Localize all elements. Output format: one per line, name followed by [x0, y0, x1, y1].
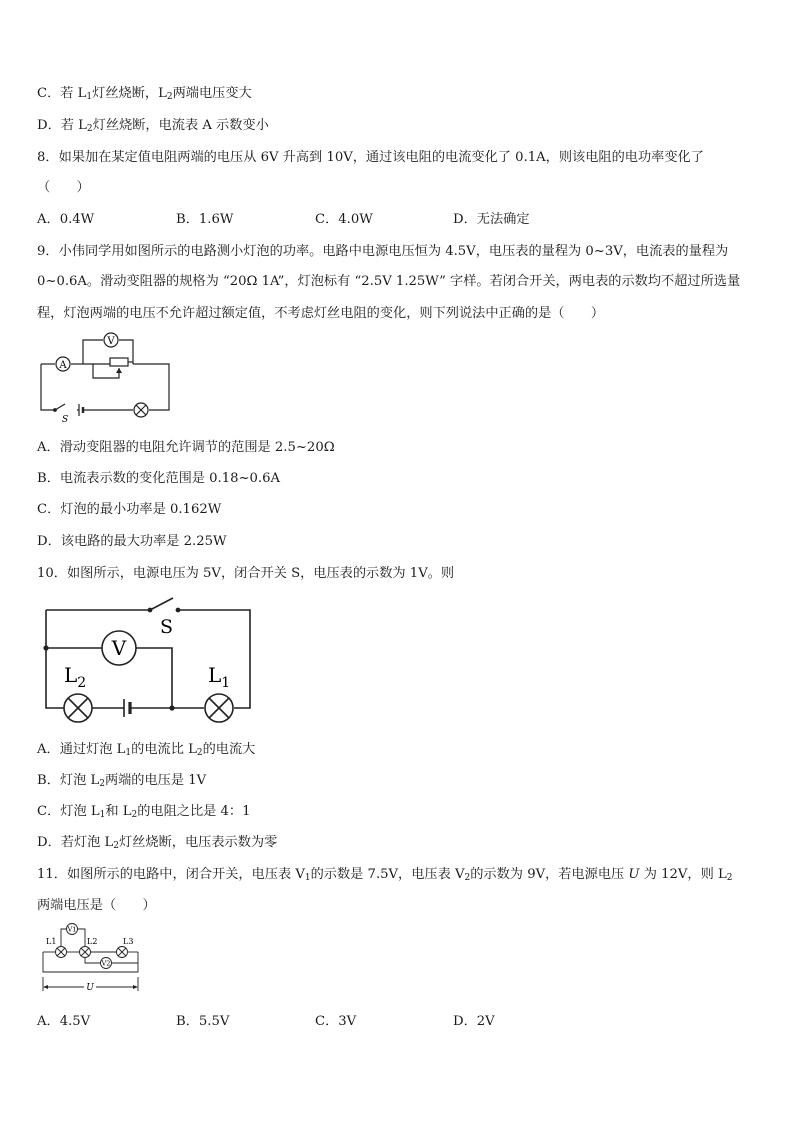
q8-stem: 8．如果加在某定值电阻两端的电压从 6V 升高到 10V，通过该电阻的电流变化了 0.1A，则该电阻的电功率变化了	[37, 150, 704, 165]
q10-lamp-l2-label: $L_2$	[64, 663, 87, 691]
q11-l1-label: L1	[46, 937, 57, 946]
q11-option-b: B．5.5V	[176, 1014, 230, 1029]
q11-option-d: D．2V	[453, 1014, 495, 1029]
q10-voltmeter-label: V	[111, 636, 127, 660]
q7-option-c: C．若 $L_1$灯丝烧断，$L_2$两端电压变大	[37, 86, 252, 102]
q8-option-a: A．0.4W	[37, 212, 95, 227]
q11-option-a: A．4.5V	[37, 1014, 91, 1029]
q8-option-b: B．1.6W	[176, 212, 234, 227]
q11-stem-cont: 两端电压是（ ）	[37, 898, 156, 913]
q11-option-c: C．3V	[315, 1014, 357, 1029]
switch-label: S	[62, 415, 69, 425]
q11-circuit-diagram	[38, 921, 148, 993]
q11-l3-label: L3	[123, 937, 134, 946]
q9-stem: 9．小伟同学用如图所示的电路测小灯泡的功率。电路中电源电压恒为 4.5V，电压表的量程为 0~3V，电流表的量程为	[37, 244, 729, 259]
q9-stem-cont: 0~0.6A。滑动变阻器的规格为 “20Ω 1A”，灯泡标有 “2.5V 1.25W” 字样。若闭合开关，两电表的示数均不超过所选量	[37, 274, 741, 289]
q11-v2-label: V2	[101, 959, 111, 968]
q9-circuit-diagram	[35, 330, 175, 425]
q10-lamp-l1-label: $L_1$	[208, 663, 231, 691]
q7-option-d: D．若 $L_2$灯丝烧断，电流表 A 示数变小	[37, 118, 269, 134]
q9-option-a: A．滑动变阻器的电阻允许调节的范围是 2.5~20Ω	[37, 440, 335, 455]
q10-stem: 10．如图所示，电源电压为 5V，闭合开关 S，电压表的示数为 1V。则	[37, 566, 455, 581]
q10-option-d: D．若灯泡 $L_2$灯丝烧断，电压表示数为零	[37, 835, 278, 851]
q9-option-c: C．灯泡的最小功率是 0.162W	[37, 502, 222, 517]
q8-option-c: C．4.0W	[315, 212, 373, 227]
q9-stem-cont2: 程，灯泡两端的电压不允许超过额定值，不考虑灯丝电阻的变化，则下列说法中正确的是（ ）	[37, 306, 605, 321]
q10-option-b: B．灯泡 $L_2$两端的电压是 1V	[37, 773, 207, 789]
q8-option-d: D．无法确定	[453, 212, 530, 227]
lamp-icon	[134, 403, 148, 417]
q11-stem: 11．如图所示的电路中，闭合开关，电压表 $V_1$的示数是 7.5V，电压表 $V_2$的示数为 9V，若电源电压 U 为 12V，则 $L_2$	[37, 867, 733, 883]
q11-lamp-l1-icon	[56, 947, 67, 958]
q11-u-label: U	[86, 983, 94, 993]
q9-option-b: B．电流表示数的变化范围是 0.18~0.6A	[37, 471, 281, 486]
q11-v1-label: V1	[67, 925, 77, 934]
q11-l2-label: L2	[87, 937, 98, 946]
q10-switch-label: S	[160, 616, 174, 638]
q11-lamp-l3-icon	[117, 947, 128, 958]
q9-option-d: D．该电路的最大功率是 2.25W	[37, 534, 227, 549]
ammeter-label: A	[59, 360, 67, 371]
q11-lamp-l2-icon	[80, 947, 91, 958]
q10-lamp-l2-icon	[64, 694, 92, 722]
q10-option-c: C．灯泡 $L_1$和 $L_2$的电阻之比是 4：1	[37, 804, 251, 820]
q10-circuit-diagram	[38, 596, 258, 726]
q8-stem-cont: （ ）	[37, 180, 90, 195]
voltmeter-label: V	[107, 336, 115, 347]
q10-lamp-l1-icon	[205, 694, 233, 722]
q10-option-a: A．通过灯泡 $L_1$的电流比 $L_2$的电流大	[37, 742, 256, 758]
